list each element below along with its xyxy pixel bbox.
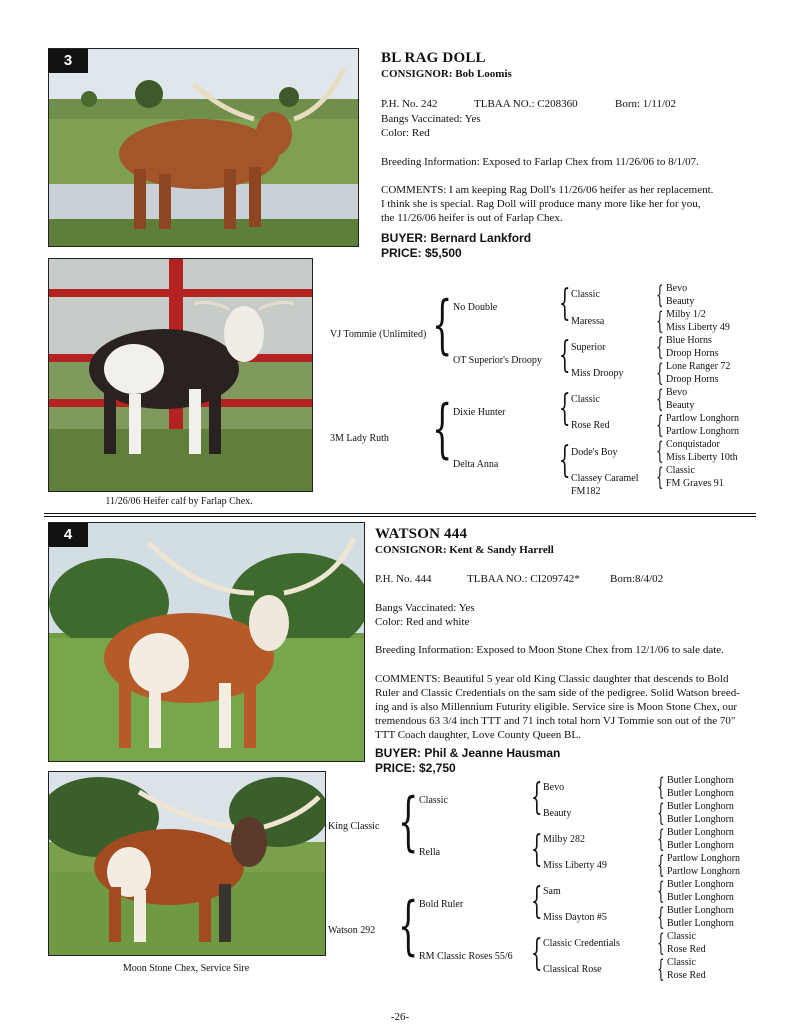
brace-icon: { xyxy=(657,851,665,879)
lot4-comments-line: TTT Coach daughter, Love County Queen BL. xyxy=(375,729,581,741)
pedigree-g4: Partlow Longhorn xyxy=(666,413,740,424)
pedigree-sire: VJ Tommie (Unlimited) xyxy=(330,329,427,340)
lot-divider xyxy=(44,516,756,517)
pedigree-g4: Classic xyxy=(667,931,696,942)
lot-divider xyxy=(44,513,756,514)
pedigree-g4: Butler Longhorn xyxy=(667,814,734,825)
brace-icon: { xyxy=(559,388,571,429)
brace-icon: { xyxy=(656,281,664,309)
lot3-born: Born: 1/11/02 xyxy=(615,98,677,110)
brace-icon: { xyxy=(531,933,543,974)
lot3-color: Color: Red xyxy=(381,127,430,139)
lot4-sire-photo xyxy=(48,771,326,956)
pedigree-g4: Classic xyxy=(667,957,696,968)
pedigree-g3: Dode's Boy xyxy=(571,447,618,458)
lot3-number-badge: 3 xyxy=(48,49,88,73)
brace-icon: { xyxy=(657,799,665,827)
lot4-buyer: BUYER: Phil & Jeanne Hausman xyxy=(375,746,561,760)
brace-icon: { xyxy=(657,773,665,801)
lot4-comments-line: Ruler and Classic Credentials on the sam side of the pedigree. Solid Watson breed- xyxy=(375,687,740,699)
lot4-name: WATSON 444 xyxy=(375,526,468,542)
lot3-price: PRICE: $5,500 xyxy=(381,246,462,260)
pedigree-g3: Miss Dayton #5 xyxy=(543,912,607,923)
lot3-comments-line: the 11/26/06 heifer is out of Farlap Chex. xyxy=(381,212,563,224)
brace-icon: { xyxy=(432,392,453,466)
brace-icon: { xyxy=(531,829,543,870)
pedigree-g4: Beauty xyxy=(666,400,695,411)
lot3-consignor: CONSIGNOR: Bob Loomis xyxy=(381,68,512,80)
pedigree-g4: Miss Liberty 10th xyxy=(666,452,738,463)
pedigree-g3: Beauty xyxy=(543,808,572,819)
brace-icon: { xyxy=(656,411,664,439)
pedigree-g3: Miss Droopy xyxy=(571,368,624,379)
pedigree-g4: Milby 1/2 xyxy=(666,309,706,320)
pedigree-g4: Lone Ranger 72 xyxy=(666,361,731,372)
pedigree-g4: Rose Red xyxy=(667,970,706,981)
pedigree-g4: Butler Longhorn xyxy=(667,788,734,799)
lot4-ph-number: P.H. No. 444 xyxy=(375,573,432,585)
pedigree-g3: Classic xyxy=(571,394,600,405)
brace-icon: { xyxy=(656,437,664,465)
pedigree-g4: Butler Longhorn xyxy=(667,840,734,851)
lot3-main-photo xyxy=(48,48,359,247)
pedigree-g3: Rose Red xyxy=(571,420,610,431)
brace-icon: { xyxy=(656,385,664,413)
pedigree-sire: King Classic xyxy=(328,821,380,832)
pedigree-g3: Maressa xyxy=(571,316,605,327)
lot3-calf-photo xyxy=(48,258,313,492)
pedigree-g3: Superior xyxy=(571,342,606,353)
pedigree-g4: Conquistador xyxy=(666,439,720,450)
pedigree-g4: Butler Longhorn xyxy=(667,879,734,890)
lot4-price: PRICE: $2,750 xyxy=(375,761,456,775)
lot4-comments-line: COMMENTS: Beautiful 5 year old King Classic daughter that descends to Bold xyxy=(375,673,729,685)
lot4-photo-caption: Moon Stone Chex, Service Sire xyxy=(122,963,250,974)
pedigree-g4: Bevo xyxy=(666,283,688,294)
brace-icon: { xyxy=(656,463,664,491)
brace-icon: { xyxy=(531,881,543,922)
pedigree-g2: Delta Anna xyxy=(453,459,499,470)
pedigree-g4: Butler Longhorn xyxy=(667,827,734,838)
pedigree-dam: Watson 292 xyxy=(328,925,376,936)
lot4-breeding: Breeding Information: Exposed to Moon Stone Chex from 12/1/06 to sale date. xyxy=(375,644,724,656)
pedigree-g2: Bold Ruler xyxy=(419,899,464,910)
brace-icon: { xyxy=(559,283,571,324)
lot4-bangs: Bangs Vaccinated: Yes xyxy=(375,602,475,614)
pedigree-g3: Milby 282 xyxy=(543,834,585,845)
pedigree-g4: Partlow Longhorn xyxy=(667,866,741,877)
pedigree-g3: Classical Rose xyxy=(543,964,602,975)
pedigree-g2: OT Superior's Droopy xyxy=(453,355,542,366)
pedigree-g4: Droop Horns xyxy=(666,374,719,385)
pedigree-g4: Classic xyxy=(666,465,695,476)
lot4-main-photo xyxy=(48,522,365,762)
pedigree-g3: Bevo xyxy=(543,782,565,793)
lot4-number-badge: 4 xyxy=(48,523,88,547)
page-number: -26- xyxy=(390,1011,410,1023)
brace-icon: { xyxy=(657,929,665,957)
lot3-tlbaa-number: TLBAA NO.: C208360 xyxy=(474,98,578,110)
pedigree-g4: FM Graves 91 xyxy=(666,478,724,489)
pedigree-g3: Classic Credentials xyxy=(543,938,620,949)
lot4-born: Born:8/4/02 xyxy=(610,573,664,585)
brace-icon: { xyxy=(559,335,571,376)
pedigree-g2: Classic xyxy=(419,795,448,806)
brace-icon: { xyxy=(398,889,419,963)
pedigree-g2: RM Classic Roses 55/6 xyxy=(419,951,513,962)
pedigree-g3: Miss Liberty 49 xyxy=(543,860,607,871)
pedigree-g2: No Double xyxy=(453,302,498,313)
pedigree-g4: Butler Longhorn xyxy=(667,892,734,903)
brace-icon: { xyxy=(656,359,664,387)
pedigree-g4: Rose Red xyxy=(667,944,706,955)
pedigree-g4: Miss Liberty 49 xyxy=(666,322,730,333)
pedigree-g4: Partlow Longhorn xyxy=(666,426,740,437)
pedigree-g4: Blue Horns xyxy=(666,335,712,346)
pedigree-g4: Droop Horns xyxy=(666,348,719,359)
brace-icon: { xyxy=(559,440,571,481)
pedigree-g2: Dixie Hunter xyxy=(453,407,506,418)
pedigree-g3: FM182 xyxy=(571,486,601,497)
lot4-comments-line: ing and is also Millennium Futurity eligible. Service sire is Moon Stone Chex, our xyxy=(375,701,738,713)
brace-icon: { xyxy=(531,777,543,818)
pedigree-g4: Butler Longhorn xyxy=(667,801,734,812)
pedigree-g3: Sam xyxy=(543,886,561,897)
brace-icon: { xyxy=(657,877,665,905)
pedigree-g4: Partlow Longhorn xyxy=(667,853,741,864)
lot3-ph-number: P.H. No. 242 xyxy=(381,98,438,110)
lot4-color: Color: Red and white xyxy=(375,616,470,628)
lot4-consignor: CONSIGNOR: Kent & Sandy Harrell xyxy=(375,544,554,556)
lot3-bangs: Bangs Vaccinated: Yes xyxy=(381,113,481,125)
lot3-name: BL RAG DOLL xyxy=(381,50,486,66)
brace-icon: { xyxy=(432,288,453,362)
lot3-buyer: BUYER: Bernard Lankford xyxy=(381,231,532,245)
brace-icon: { xyxy=(398,785,419,859)
brace-icon: { xyxy=(657,825,665,853)
lot4-tlbaa-number: TLBAA NO.: CI209742* xyxy=(467,573,580,585)
pedigree-g4: Butler Longhorn xyxy=(667,775,734,786)
lot3-comments-line: I think she is special. Rag Doll will produce many more like her for you, xyxy=(381,198,701,210)
brace-icon: { xyxy=(657,955,665,983)
pedigree-g3: Classey Caramel xyxy=(571,473,639,484)
pedigree-g4: Bevo xyxy=(666,387,688,398)
pedigree-g4: Butler Longhorn xyxy=(667,918,734,929)
lot3-comments-line: COMMENTS: I am keeping Rag Doll's 11/26/06 heifer as her replacement. xyxy=(381,184,714,196)
pedigree-dam: 3M Lady Ruth xyxy=(330,433,389,444)
pedigree-g2: Rella xyxy=(419,847,441,858)
brace-icon: { xyxy=(657,903,665,931)
pedigree-g4: Butler Longhorn xyxy=(667,905,734,916)
lot3-photo-caption: 11/26/06 Heifer calf by Farlap Chex. xyxy=(105,496,253,507)
lot4-comments-line: tremendous 63 3/4 inch TTT and 71 inch total horn VJ Tommie son out of the 70" xyxy=(375,715,736,727)
pedigree-g4: Beauty xyxy=(666,296,695,307)
pedigree-g3: Classic xyxy=(571,289,600,300)
brace-icon: { xyxy=(656,333,664,361)
brace-icon: { xyxy=(656,307,664,335)
lot3-breeding: Breeding Information: Exposed to Farlap Chex from 11/26/06 to 8/1/07. xyxy=(381,156,699,168)
